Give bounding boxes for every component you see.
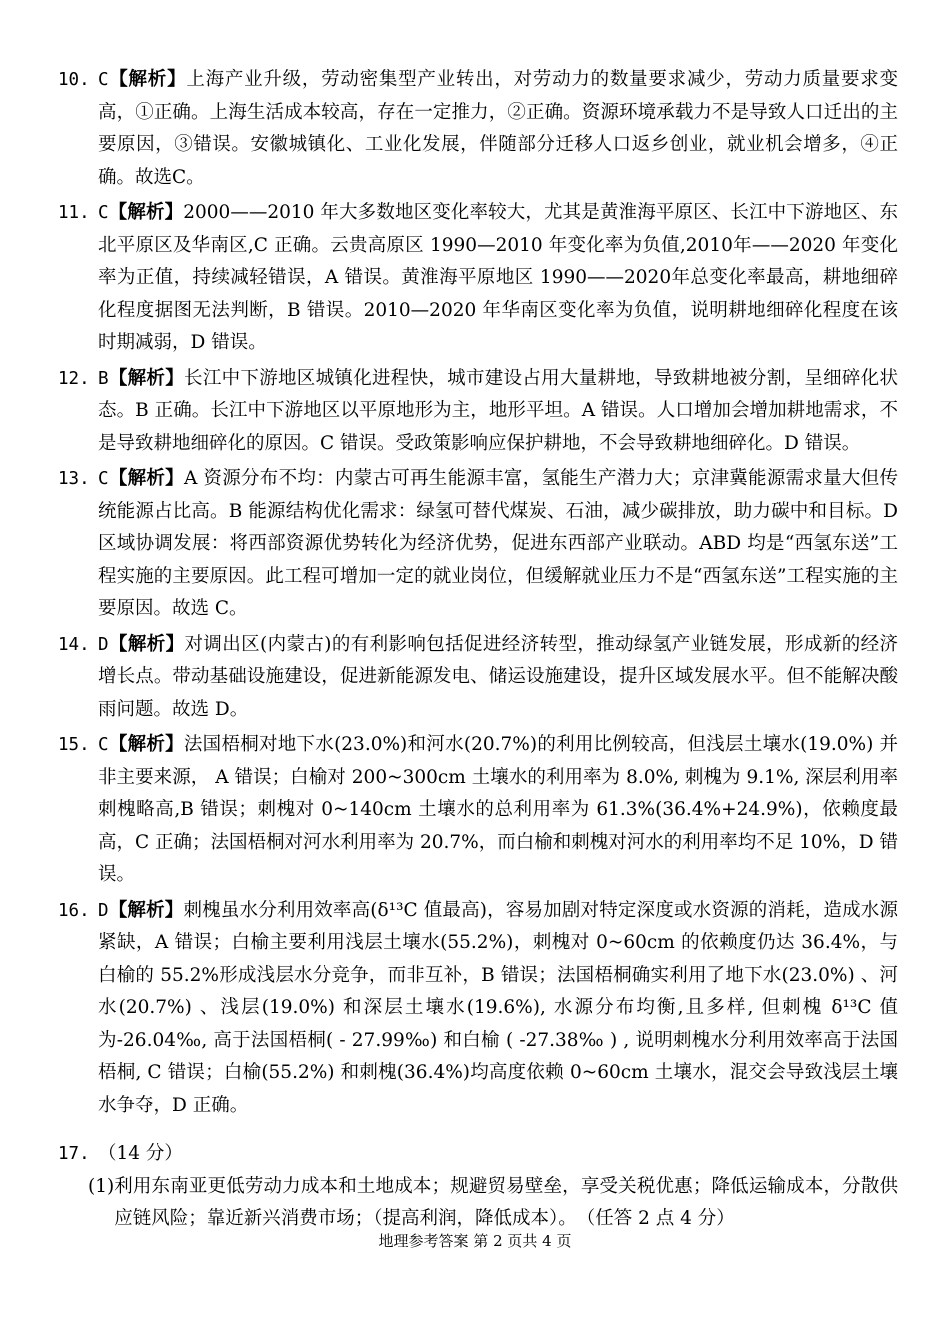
question-explanation [98,895,898,1123]
question-17-header [58,1138,898,1171]
sub-answer-text: 利用东南亚更低劳动力成本和土地成本；规避贸易壁垒，享受关税优惠；降低运输成本，分散供应链风险；靠近新兴消费市场；（提高利润，降低成本）。 （任答 2 点 4 分） [114,1175,898,1229]
analysis-tag: 【解析】 [108,468,184,489]
question-number: 16. [58,900,90,921]
sub-answer-label: (1) [88,1175,115,1197]
answer-letter: C [98,469,109,489]
explanation-text: A 资源分布不均：内蒙古可再生能源丰富，氢能生产潜力大；京津冀能源需求量大但传统能源占比高。B 能源结构优化需求：绿氢可替代煤炭、石油，减少碳排放，助力碳中和目标。D 区域协调发展：将西部资源优势转化为经济优势，促进东西部产业联动。ABD 均是“西氢东送”工程实施的主要原因。此工程可增加一定的就业岗位，但缓解就业压力不是“西氢东送”工程实施的主要原因。故选 C。 [98,468,898,619]
question-number: 15. [58,735,90,755]
explanation-text: 刺槐虽水分利用效率高(δ¹³C 值最高)，容易加剧对特定深度或水资源的消耗，造成水源紧缺，A 错误；白榆主要利用浅层土壤水(55.2%)，刺槐对 0~60cm 的依赖度仍达 36.4%，与白榆的 55.2%形成浅层水分竞争，而非互补，B 错误；法国梧桐确实利用了地下水(23.0%) 、河水(20.7%) 、浅层(19.0%) 和深层土壤水(19.6%), 水源分布均衡,且多样, 但刺槐 δ¹³C 值为-26.04‰, 高于法国梧桐( - 27.99‰) 和白榆 ( -27.38‰ ) , 说明刺槐水分利用效率高于法国梧桐, C 错误；白榆(55.2%) 和刺槐(36.4%)均高度依赖 0~60cm 土壤水，混交会导致浅层土壤水争夺，D 正确。 [98,899,898,1116]
question-number: 17. [58,1144,90,1164]
analysis-tag: 【解析】 [108,367,185,389]
explanation-text: 上海产业升级，劳动密集型产业转出，对劳动力的数量要求减少，劳动力质量要求变高，①正确。上海生活成本较高，存在一定推力，②正确。资源环境承载力不是导致人口迁出的主要原因，③错误。安徽城镇化、工业化发展，伴随部分迁移人口返乡创业，就业机会增多，④正确。故选C。 [98,69,898,188]
question-explanation [98,463,898,626]
explanation-text: 2000——2010 年大多数地区变化率较大，尤其是黄淮海平原区、长江中下游地区、东北平原区及华南区,C 正确。云贵高原区 1990—2010 年变化率为负值,2010年——2020 年变化率为正值，持续减轻错误，A 错误。黄淮海平原地区 1990——2020年总变化率最高，耕地细碎化程度据图无法判断，B 错误。2010—2020 年华南区变化率为负值，说明耕地细碎化程度在该时期减弱，D 错误。 [98,202,898,353]
question-11 [58,197,898,360]
explanation-text: 法国梧桐对地下水(23.0%)和河水(20.7%)的利用比例较高，但浅层土壤水(19.0%) 并非主要来源， A 错误；白榆对 200~300cm 土壤水的利用率为 8.0%, 刺槐为 9.1%, 深层利用率刺槐略高,B 错误；刺槐对 0~140cm 土壤水的总利用率为 61.3%(36.4%+24.9%)，依赖度最高，C 正确；法国梧桐对河水利用率为 20.7%，而白榆和刺槐对河水的利用率均不足 10%，D 错误。 [98,734,898,885]
sub-answer-1 [88,1171,898,1236]
answer-letter: D [98,634,109,655]
answer-letter: B [98,368,109,389]
explanation-text: 长江中下游地区城镇化进程快，城市建设占用大量耕地，导致耕地被分割，呈细碎化状态。B 正确。长江中下游地区以平原地形为主，地形平坦。A 错误。人口增加会增加耕地需求，不是导致耕地细碎化的原因。C 错误。受政策影响应保护耕地，不会导致耕地细碎化。D 错误。 [98,367,898,454]
analysis-tag: 【解析】 [108,633,185,655]
answer-letter: C [98,203,109,223]
question-explanation [98,629,898,727]
question-number: 10. [58,70,90,90]
analysis-tag: 【解析】 [108,69,187,90]
question-score: （14 分） [98,1143,183,1164]
explanation-text: 对调出区(内蒙古)的有利影响包括促进经济转型，推动绿氢产业链发展，形成新的经济增长点。带动基础设施建设，促进新能源发电、储运设施建设，提升区域发展水平。但不能解决酸雨问题。故选 D。 [98,633,898,720]
answer-letter: C [98,735,109,755]
question-explanation [98,64,898,194]
answer-letter: D [98,900,109,921]
analysis-tag: 【解析】 [108,202,184,223]
page-footer: 地理参考答案 第 2 页共 4 页 [378,1232,572,1250]
question-explanation [98,197,898,360]
question-explanation [98,729,898,892]
question-15 [58,729,898,892]
question-10 [58,64,898,194]
question-number: 12. [58,368,90,389]
answer-letter: C [98,70,109,90]
question-number: 13. [58,469,90,489]
question-16 [58,895,898,1123]
answer-content [58,64,898,1236]
question-12 [58,363,898,461]
question-explanation [98,363,898,461]
analysis-tag: 【解析】 [108,734,184,755]
question-14 [58,629,898,727]
question-number: 11. [58,203,90,223]
question-number: 14. [58,634,90,655]
question-13 [58,463,898,626]
analysis-tag: 【解析】 [108,899,184,921]
question-17 [58,1138,898,1236]
